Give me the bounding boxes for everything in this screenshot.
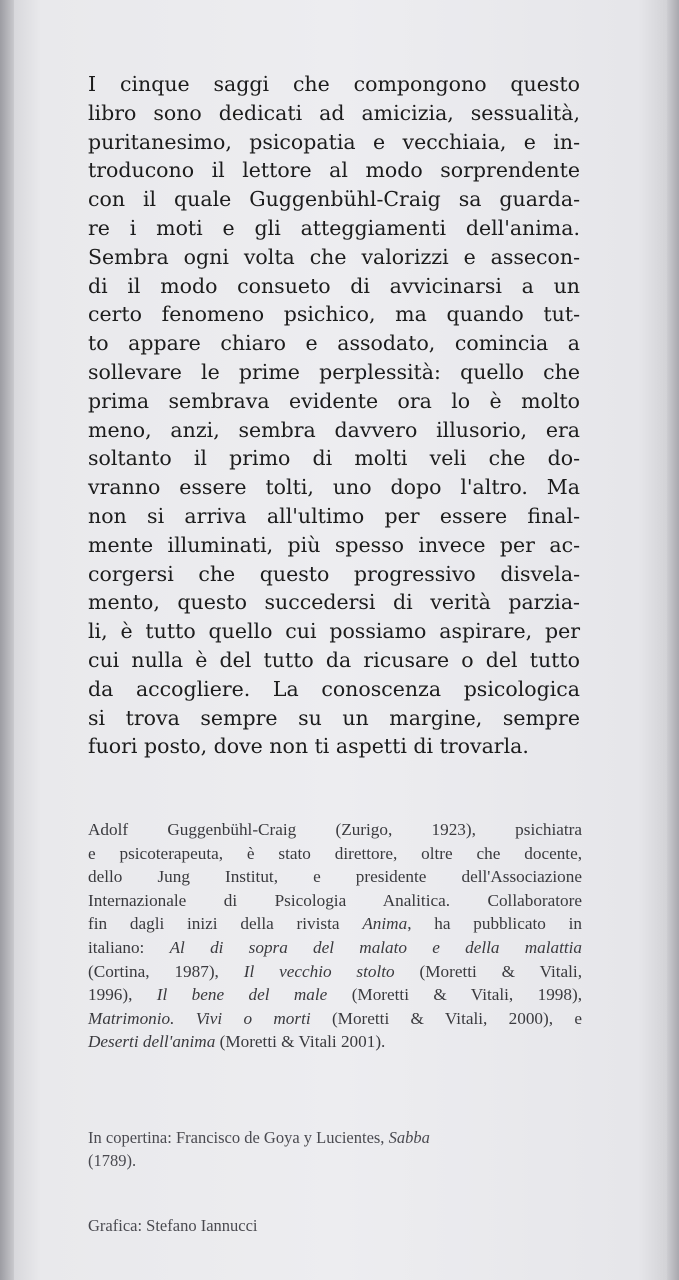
bio-text: 1996),: [88, 985, 157, 1005]
book-title: Al di sopra del malato e della malattia: [169, 937, 582, 957]
blurb-line: troducono il lettore al modo sorprendente: [88, 158, 580, 183]
journal-title: Anima: [362, 914, 408, 934]
blurb-line: corgersi che questo progressivo disvela-: [88, 561, 580, 586]
blurb-line: mento, questo succedersi di verità parzia-: [88, 590, 580, 615]
bio-text: (Moretti & Vitali, 2000), e: [310, 1008, 582, 1028]
bio-line: [88, 983, 582, 1007]
cover-left-edge: [0, 0, 14, 1280]
cover-art-credit: [88, 1126, 578, 1172]
bio-text: (Moretti & Vitali, 1998),: [327, 985, 582, 1005]
bio-line: [88, 1007, 582, 1031]
bio-text: , ha pubblicato in: [407, 914, 582, 934]
bio-text: (Moretti & Vitali,: [394, 961, 582, 981]
cover-right-edge: [667, 0, 679, 1280]
blurb-line: con il quale Guggenbühl-Craig sa guarda-: [88, 187, 580, 212]
bio-line: e psicoterapeuta, è stato direttore, oltre che docente,: [88, 843, 582, 863]
blurb-line: non si arriva all'ultimo per essere final-: [88, 503, 580, 528]
blurb-line: to appare chiaro e assodato, comincia a: [88, 331, 580, 356]
blurb-line: li, è tutto quello cui possiamo aspirare, per: [88, 619, 580, 644]
blurb-line: da accogliere. La conoscenza psicologica: [88, 676, 580, 701]
bio-line: [88, 1030, 582, 1054]
blurb-line: I cinque saggi che compongono questo: [88, 72, 580, 96]
blurb-line: prima sembrava evidente ora lo è molto: [88, 388, 580, 413]
bio-text: (Cortina, 1987),: [88, 961, 244, 981]
cover-credit-text: In copertina: Francisco de Goya y Lucientes,: [88, 1128, 389, 1147]
bio-line: dello Jung Institut, e presidente dell'Associazione: [88, 867, 582, 887]
artwork-year: (1789).: [88, 1151, 137, 1170]
bio-line: Internazionale di Psicologia Analitica. Collaboratore: [88, 890, 582, 910]
book-title: Il bene del male: [156, 985, 328, 1005]
bio-line: [88, 936, 582, 960]
blurb-line: di il modo consueto di avvicinarsi a un: [88, 273, 580, 298]
artwork-title: Sabba: [388, 1128, 430, 1147]
design-credit-text: Grafica: Stefano Iannucci: [88, 1216, 258, 1235]
book-title: Matrimonio. Vivi o morti: [88, 1008, 311, 1028]
blurb-line: puritanesimo, psicopatia e vecchiaia, e in-: [88, 129, 580, 154]
blurb-line: cui nulla è del tutto da ricusare o del tutto: [88, 647, 580, 672]
blurb-line: sollevare le prime perplessità: quello che: [88, 359, 580, 384]
graphic-design-credit: [88, 1214, 388, 1237]
bio-text: italiano:: [88, 937, 170, 957]
blurb-text: [88, 70, 580, 761]
bio-line: Adolf Guggenbühl-Craig (Zurigo, 1923), psichiatra: [88, 820, 582, 839]
blurb-line: soltanto il primo di molti veli che do-: [88, 446, 580, 471]
author-bio: [88, 818, 582, 1054]
book-title: Il vecchio stolto: [243, 961, 395, 981]
blurb-line: libro sono dedicati ad amicizia, sessualità,: [88, 100, 580, 125]
bio-text: fin dagli inizi della rivista: [88, 914, 363, 934]
blurb-line: Sembra ogni volta che valorizzi e assecon-: [88, 244, 580, 269]
blurb-line: re i moti e gli atteggiamenti dell'anima.: [88, 215, 580, 240]
blurb-line: meno, anzi, sembra davvero illusorio, era: [88, 417, 580, 442]
blurb-line: certo fenomeno psichico, ma quando tut-: [88, 302, 580, 327]
book-title: Deserti dell'anima: [88, 1032, 216, 1052]
blurb-line: fuori posto, dove non ti aspetti di trovarla.: [88, 734, 529, 759]
blurb-line: vranno essere tolti, uno dopo l'altro. Ma: [88, 475, 580, 500]
bio-line: [88, 912, 582, 936]
blurb-line: mente illuminati, più spesso invece per ac-: [88, 532, 580, 557]
blurb-line: si trova sempre su un margine, sempre: [88, 705, 580, 730]
bio-line: [88, 960, 582, 984]
bio-text: (Moretti & Vitali 2001).: [215, 1032, 386, 1052]
